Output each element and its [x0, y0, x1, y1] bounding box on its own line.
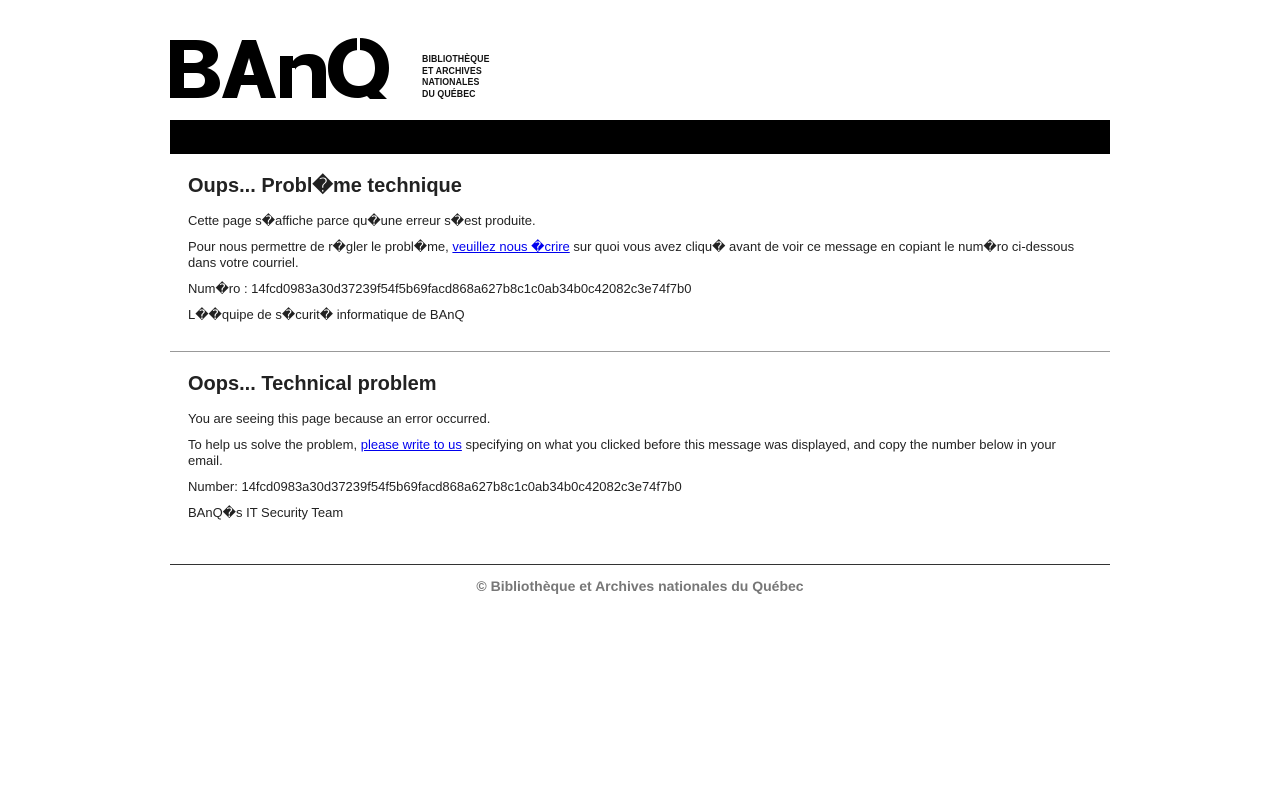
english-intro: You are seeing this page because an error occurred.	[188, 411, 491, 426]
english-title: Oops... Technical problem	[188, 373, 437, 395]
logo-wordmark	[422, 54, 490, 100]
copyright-text: © Bibliothèque et Archives nationales du Québec	[476, 578, 804, 594]
black-banner	[170, 120, 1110, 154]
english-instructions-text: To help us solve the problem,	[188, 437, 361, 452]
page-container	[170, 0, 1110, 594]
footer	[170, 565, 1110, 594]
english-section	[170, 352, 1110, 564]
header	[170, 0, 1110, 120]
french-contact-link[interactable]: veuillez nous �crire	[452, 239, 570, 254]
banq-logo-mark	[170, 38, 392, 100]
french-error-number: Num�ro : 14fcd0983a30d37239f54f5b69facd868a627b8c1c0ab34b0c42082c3e74f7b0	[188, 281, 692, 296]
french-section	[170, 154, 1110, 351]
english-contact-link[interactable]: please write to us	[360, 437, 462, 452]
french-title: Oups... Probl�me technique	[188, 175, 462, 197]
english-instructions	[188, 437, 1092, 469]
english-error-number: Number: 14fcd0983a30d37239f54f5b69facd868a627b8c1c0ab34b0c42082c3e74f7b0	[188, 479, 682, 494]
french-instructions-text: sur quoi vous avez cliqu� avant de voir ce message en copiant le num�ro ci-dessous dans votre courriel.	[188, 239, 1075, 270]
banq-logo[interactable]	[170, 38, 499, 100]
english-instructions-text: specifying on what you clicked before this message was displayed, and copy the number below in your email.	[188, 437, 1056, 468]
french-instructions-text: Pour nous permettre de r�gler le probl�me,	[188, 239, 453, 254]
french-instructions	[188, 239, 1092, 271]
english-signature: BAnQ�s IT Security Team	[188, 505, 344, 520]
french-signature: L��quipe de s�curit� informatique de BAnQ	[188, 307, 465, 322]
logo-line: DU QUÉBEC	[422, 88, 476, 100]
logo-line: ET ARCHIVES	[422, 65, 482, 77]
french-intro: Cette page s�affiche parce qu�une erreur s�est produite.	[188, 213, 536, 228]
logo-line: NATIONALES	[422, 77, 480, 88]
logo-line: BIBLIOTHÈQUE	[422, 54, 490, 65]
